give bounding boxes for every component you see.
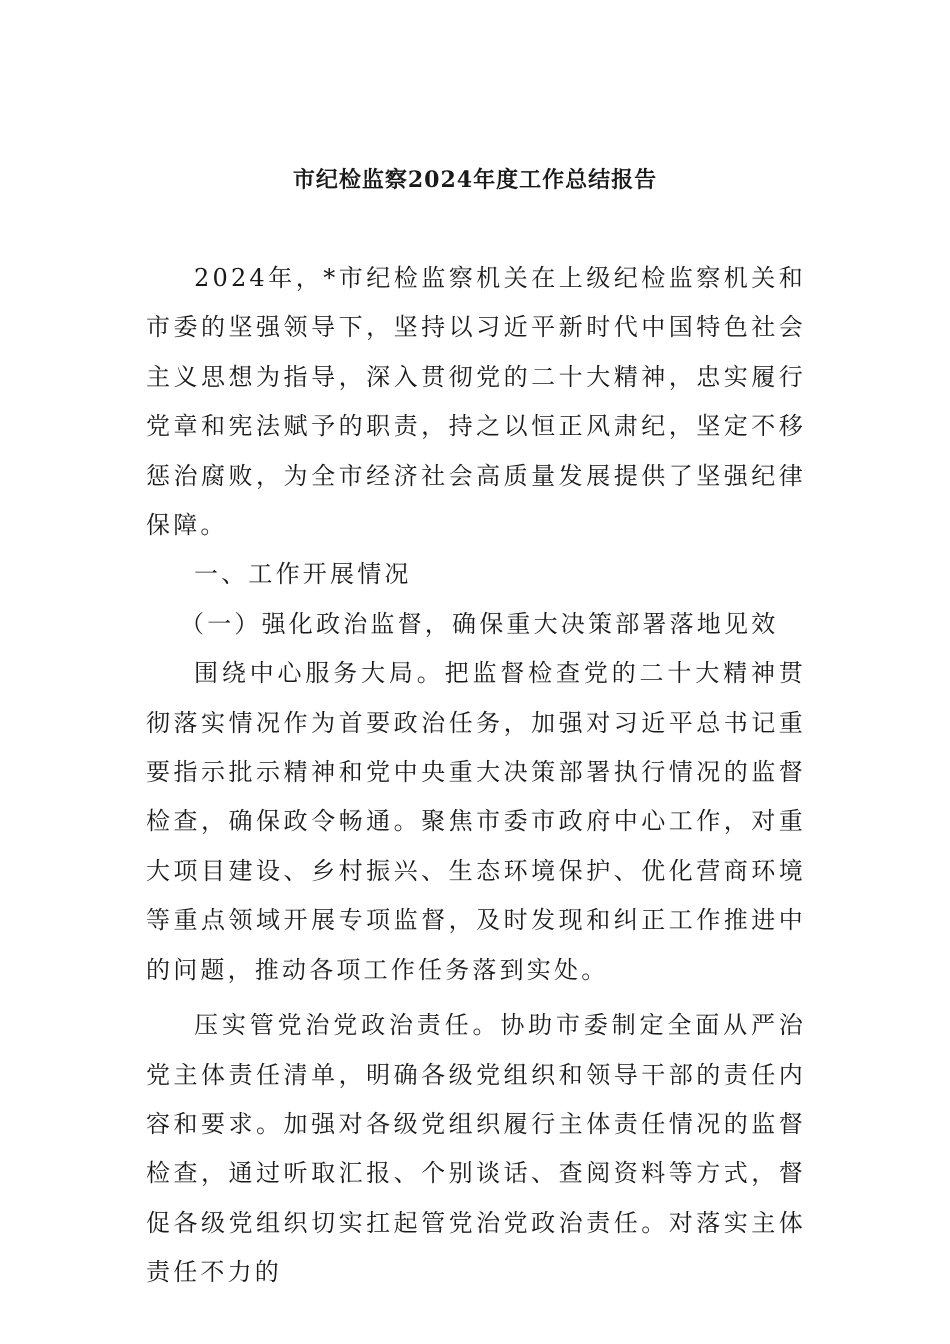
body-paragraph: 围绕中心服务大局。把监督检查党的二十大精神贯彻落实情况作为首要政治任务，加强对习近平总书记重要指示批示精神和党中央重大决策部署执行情况的监督检查，确保政令畅通。聚焦市委市政府中心工作，对重大项目建设、乡村振兴、生态环境保护、优化营商环境等重点领域开展专项监督，及时发现和纠正工作推进中的问题，推动各项工作任务落到实处。 xyxy=(146,659,806,984)
document-body xyxy=(146,254,806,1298)
subsection-heading: （一）强化政治监督，确保重大决策部署落地见效 xyxy=(180,609,779,638)
document-title: 市纪检监察2024年度工作总结报告 xyxy=(292,167,658,193)
intro-paragraph: 2024年，*市纪检监察机关在上级纪检监察机关和市委的坚强领导下，坚持以习近平新时代中国特色社会主义思想为指导，深入贯彻党的二十大精神，忠实履行党章和宪法赋予的职责，持之以恒正风肃纪，坚定不移惩治腐败，为全市经济社会高质量发展提供了坚强纪律保障。 xyxy=(146,264,806,540)
body-paragraph: 压实管党治党政治责任。协助市委制定全面从严治党主体责任清单，明确各级党组织和领导干部的责任内容和要求。加强对各级党组织履行主体责任情况的监督检查，通过听取汇报、个别谈话、查阅资料等方式，督促各级党组织切实扛起管党治党政治责任。对落实主体责任不力的 xyxy=(146,1011,806,1287)
section-heading: 一、工作开展情况 xyxy=(194,560,412,589)
